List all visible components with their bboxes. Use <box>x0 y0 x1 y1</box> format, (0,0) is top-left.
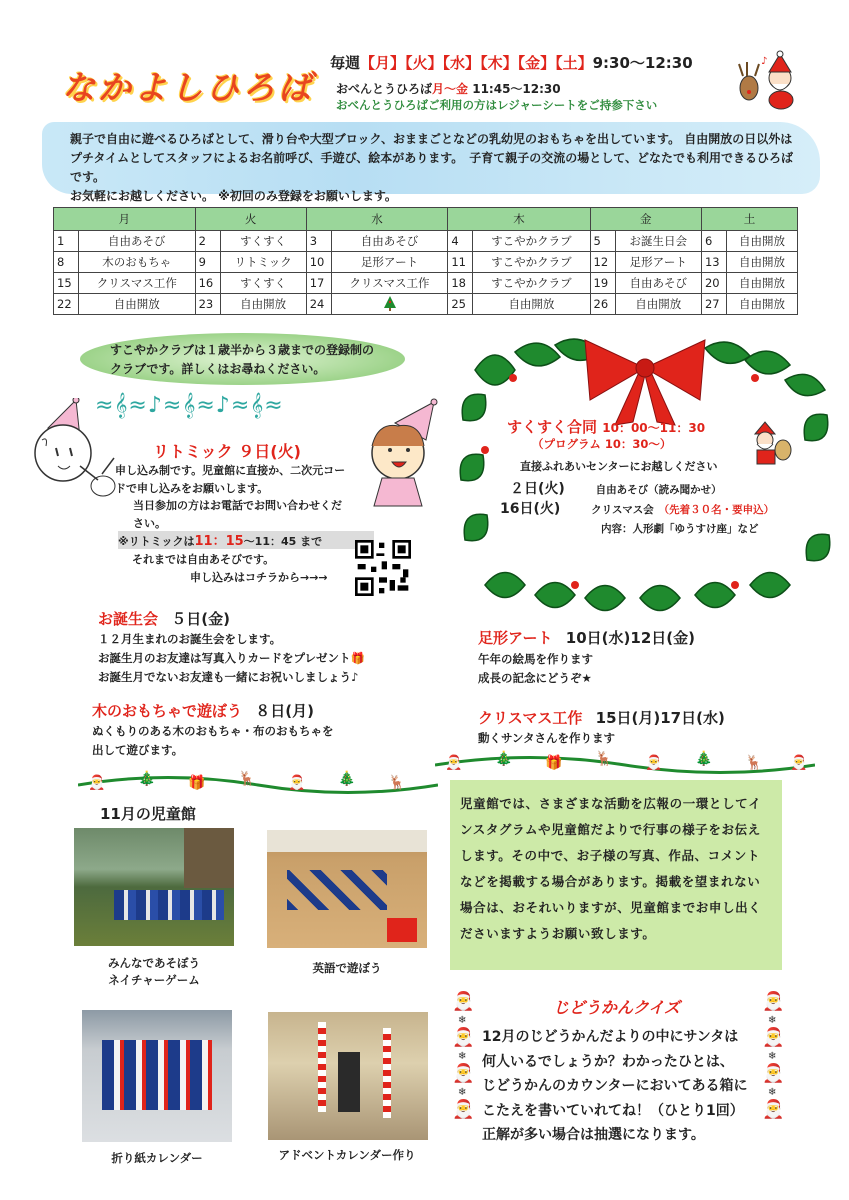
xmas-craft-title: クリスマス工作 15日(月)17日(水) <box>478 709 725 727</box>
christmas-tree-icon <box>331 294 448 315</box>
lunch-note: おべんとうひろばご利用の方はレジャーシートをご持参下さい <box>336 98 658 112</box>
calendar-header-wed: 水 <box>306 208 448 231</box>
lunch-schedule: おべんとうひろば月～金 11:45～12:30 <box>336 82 561 96</box>
calendar-row: 1 自由あそび 2 すくすく 3 自由あそび 4 すこやかクラブ 5 お誕生日会 6 自由開放 <box>54 231 798 252</box>
rhythmic-description: 申し込み制です。児童館に直接か、二次元コー ドで申し込みをお願いします。 当日参加の方はお電話でお問い合わせくだ さい。 <box>115 464 346 530</box>
svg-text:❄: ❄ <box>768 1015 777 1026</box>
calendar-header-row <box>54 208 798 231</box>
svg-text:🎄: 🎄 <box>695 751 713 767</box>
calendar-row: 15 クリスマス工作 16 すくすく 17 クリスマス工作 18 すこやかクラブ 19 自由あそび 20 自由開放 <box>54 273 798 294</box>
svg-text:🎄: 🎄 <box>138 771 156 787</box>
svg-text:🦌: 🦌 <box>595 751 613 767</box>
svg-text:🎅: 🎅 <box>762 1027 785 1048</box>
svg-text:❄: ❄ <box>458 1087 467 1098</box>
november-title: 11月の児童館 <box>100 805 196 823</box>
sukusuku-content: 内容：人形劇「ゆうすけ座」など <box>601 523 759 535</box>
svg-text:🎅: 🎅 <box>645 755 663 771</box>
photo-origami-calendar <box>82 1010 232 1142</box>
svg-text:❄: ❄ <box>768 1051 777 1062</box>
svg-text:🎅: 🎅 <box>790 755 808 771</box>
calendar-row: 8 木のおもちゃ 9 リトミック 10 足形アート 11 すこやかクラブ 12 足形アート 13 自由開放 <box>54 252 798 273</box>
caption-nature-game: みんなであそぼう ネイチャーゲーム <box>108 956 200 987</box>
svg-text:🦌: 🦌 <box>388 775 406 791</box>
birthday-title: お誕生会 ５日(金) <box>98 610 230 628</box>
sukusuku-date-1: ２日(火) 自由あそび（読み聞かせ） <box>510 481 722 497</box>
weekly-schedule: 毎週【月】【火】【水】【木】【金】【土】9:30～12:30 <box>330 54 693 72</box>
santa-sack-illustration <box>745 420 793 468</box>
quiz-body: 12月のじどうかんだよりの中にサンタは 何人いるでしょうか？わかったひとは、 じどうかんのカウンターにおいてある箱に こたえを書いていれてね！（ひとり1回） 正解が多い場合は抽選になります。 <box>482 1029 748 1143</box>
photo-nature-game <box>74 828 234 946</box>
svg-text:❄: ❄ <box>768 1087 777 1098</box>
christmas-tree-icon <box>383 295 397 311</box>
svg-text:🎅: 🎅 <box>452 991 475 1012</box>
svg-text:🎁: 🎁 <box>188 775 206 791</box>
caption-english-play: 英語で遊ぼう <box>312 961 382 975</box>
svg-text:🎁: 🎁 <box>545 755 563 771</box>
sukusuku-title: すくすく合同 10：00～11：30 <box>507 418 706 436</box>
photo-english-play <box>267 830 427 948</box>
wood-toys-title: 木のおもちゃで遊ぼう ８日(月) <box>92 702 314 720</box>
svg-text:❄: ❄ <box>458 1051 467 1062</box>
rhythmic-title: リトミック ９日(火) <box>153 442 301 461</box>
svg-text:🦌: 🦌 <box>238 771 256 787</box>
svg-text:🎅: 🎅 <box>445 755 463 771</box>
quiz-title: じどうかんクイズ <box>553 998 681 1017</box>
svg-text:🎅: 🎅 <box>452 1027 475 1048</box>
calendar-header-thu: 木 <box>448 208 590 231</box>
calendar-row: 22 自由開放 23 自由開放 24 25 自由開放 26 自由開放 27 自由開放 <box>54 294 798 315</box>
santa-column-left <box>450 985 480 1145</box>
rhythmic-note: ※リトミックは11：15～11：45 まで それまでは自由あそびです。 申し込みはコチラから→→→ <box>118 533 368 587</box>
svg-text:♪: ♪ <box>761 56 768 67</box>
svg-text:🎅: 🎅 <box>452 1099 475 1120</box>
svg-text:🎅: 🎅 <box>452 1063 475 1084</box>
apply-link-text[interactable]: 申し込みはコチラから→→→ <box>190 571 328 584</box>
svg-text:🎅: 🎅 <box>762 1099 785 1120</box>
birthday-description: １２月生まれのお誕生会をします。 お誕生月のお友達は写真入りカードをプレゼント🎁 お誕生月でないお友達も一緒にお祝いしましょう♪ <box>98 632 365 684</box>
gift-icon: 🎁 <box>350 651 365 665</box>
svg-text:❄: ❄ <box>458 1015 467 1026</box>
calendar-header-tue: 火 <box>195 208 306 231</box>
svg-text:🎅: 🎅 <box>762 1063 785 1084</box>
svg-text:🎅: 🎅 <box>288 775 306 791</box>
svg-text:🎅: 🎅 <box>88 775 106 791</box>
sukusuku-date-2: 16日(火) クリスマス会 （先着３０名・要申込） <box>500 501 775 517</box>
music-notes: ≈𝄞≈♪≈𝄞≈♪≈𝄞≈ <box>95 393 284 418</box>
girl-illustration <box>350 398 450 508</box>
christmas-garland-left <box>78 765 438 795</box>
club-info: すこやかクラブは１歳半から３歳までの登録制の クラブです。詳しくはお尋ねください。 <box>80 333 405 385</box>
calendar-header-sat: 土 <box>701 208 797 231</box>
caption-advent-calendar: アドベントカレンダー作り <box>278 1148 416 1162</box>
qr-code[interactable] <box>355 540 411 596</box>
caption-origami-calendar: 折り紙カレンダー <box>111 1151 203 1165</box>
svg-text:🦌: 🦌 <box>745 755 763 771</box>
svg-text:🎄: 🎄 <box>495 751 513 767</box>
sukusuku-direct: 直接ふれあいセンターにお越しください <box>520 460 718 473</box>
page-title: なかよしひろば <box>62 68 314 107</box>
santa-reindeer-illustration <box>735 48 795 110</box>
intro-banner: 親子で自由に遊べるひろばとして、滑り台や大型ブロック、おままごとなどの乳幼児のおもちゃを出しています。 自由開放の日以外は プチタイムとしてスタッフによるお名前呼び、手遊び、絵本があります。 子育て親子の交流の場として、どなたでも利用できるひろばです。 お気軽にお越しください。 ※初回のみ登録をお願いします。 <box>42 122 820 194</box>
christmas-garland-right <box>435 745 815 775</box>
calendar-header-fri: 金 <box>590 208 701 231</box>
xmas-craft-description: 動くサンタさんを作ります <box>478 731 615 745</box>
photo-advent-calendar <box>268 1012 428 1140</box>
footprint-art-title: 足形アート 10日(水)12日(金) <box>478 629 695 647</box>
calendar-header-mon: 月 <box>54 208 196 231</box>
footprint-art-description: 午年の絵馬を作ります 成長の記念にどうぞ★ <box>478 652 593 685</box>
svg-text:🎅: 🎅 <box>762 991 785 1012</box>
wood-toys-description: ぬくもりのある木のおもちゃ・布のおもちゃを 出して遊びます。 <box>92 724 334 757</box>
privacy-notice: 児童館では、さまざまな活動を広報の一環としてインスタグラムや児童館だよりで行事の様子をお伝えします。その中で、お子様の写真、作品、コメントなどを掲載する場合があります。掲載を望まれない場合は、おそれいりますが、児童館までお申し出くださいますようお願い致します。 <box>450 780 782 970</box>
svg-text:🎄: 🎄 <box>338 771 356 787</box>
schedule-calendar <box>53 207 798 315</box>
sukusuku-program-time: （プログラム 10：30～） <box>532 437 672 451</box>
